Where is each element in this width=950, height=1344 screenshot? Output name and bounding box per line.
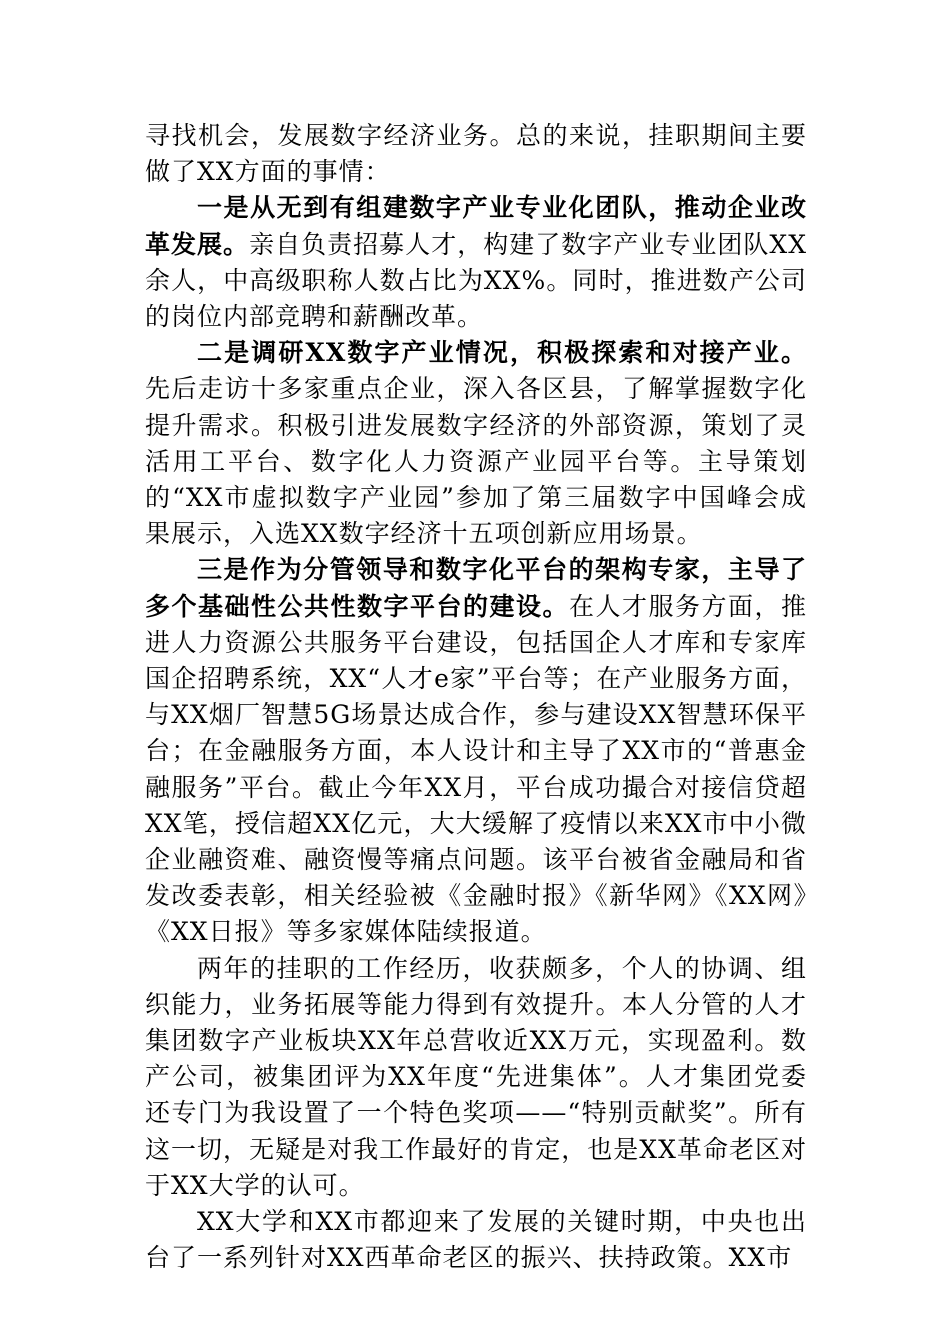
paragraph-intro	[145, 118, 807, 190]
paragraph-text: XX大学和XX市都迎来了发展的关键时期，中央也出台了一系列针对XX西革命老区的振兴、扶持政策。XX市	[145, 1207, 807, 1273]
paragraph-text: 在人才服务方面，推进人力资源公共服务平台建设，包括国企人才库和专家库国企招聘系统，XX“人才e家”平台等；在产业服务方面，与XX烟厂智慧5G场景达成合作，参与建设XX智慧环保平台；在金融服务方面，本人设计和主导了XX市的“普惠金融服务”平台。截止今年XX月，平台成功撮合对接信贷超XX笔，授信超XX亿元，大大缓解了疫情以来XX市中小微企业融资难、融资慢等痛点问题。该平台被省金融局和省发改委表彰，相关经验被《金融时报》《新华网》《XX网》《XX日报》等多家媒体陆续报道。	[145, 591, 807, 947]
paragraph-lead: 三是作为分管领导和数字化平台的架构专家，主导了多个基础性公共性数字平台的建设。	[145, 555, 807, 621]
paragraph-point-2	[145, 335, 807, 552]
paragraph-outlook	[145, 1204, 807, 1276]
paragraph-point-1	[145, 190, 807, 335]
paragraph-summary	[145, 951, 807, 1204]
paragraph-text: 寻找机会，发展数字经济业务。总的来说，挂职期间主要做了XX方面的事情：	[145, 121, 807, 187]
paragraph-lead: 一是从无到有组建数字产业专业化团队，推动企业改革发展。	[145, 193, 807, 259]
paragraph-text: 两年的挂职的工作经历，收获颇多，个人的协调、组织能力，业务拓展等能力得到有效提升。本人分管的人才集团数字产业板块XX年总营收近XX万元，实现盈利。数产公司，被集团评为XX年度“先进集体”。人才集团党委还专门为我设置了一个特色奖项——“特别贡献奖”。所有这一切，无疑是对我工作最好的肯定，也是XX革命老区对于XX大学的认可。	[145, 953, 807, 1200]
paragraph-lead: 二是调研XX数字产业情况，积极探索和对接产业。	[197, 338, 807, 368]
paragraph-text: 先后走访十多家重点企业，深入各区县，了解掌握数字化提升需求。积极引进发展数字经济的外部资源，策划了灵活用工平台、数字化人力资源产业园平台等。主导策划的“XX市虚拟数字产业园”参加了第三届数字中国峰会成果展示，入选XX数字经济十五项创新应用场景。	[145, 374, 807, 549]
paragraph-point-3	[145, 552, 807, 950]
document-page	[145, 118, 807, 1277]
paragraph-text: 亲自负责招募人才，构建了数字产业专业团队XX余人，中高级职称人数占比为XX%。同时，推进数产公司的岗位内部竞聘和薪酬改革。	[145, 229, 807, 332]
